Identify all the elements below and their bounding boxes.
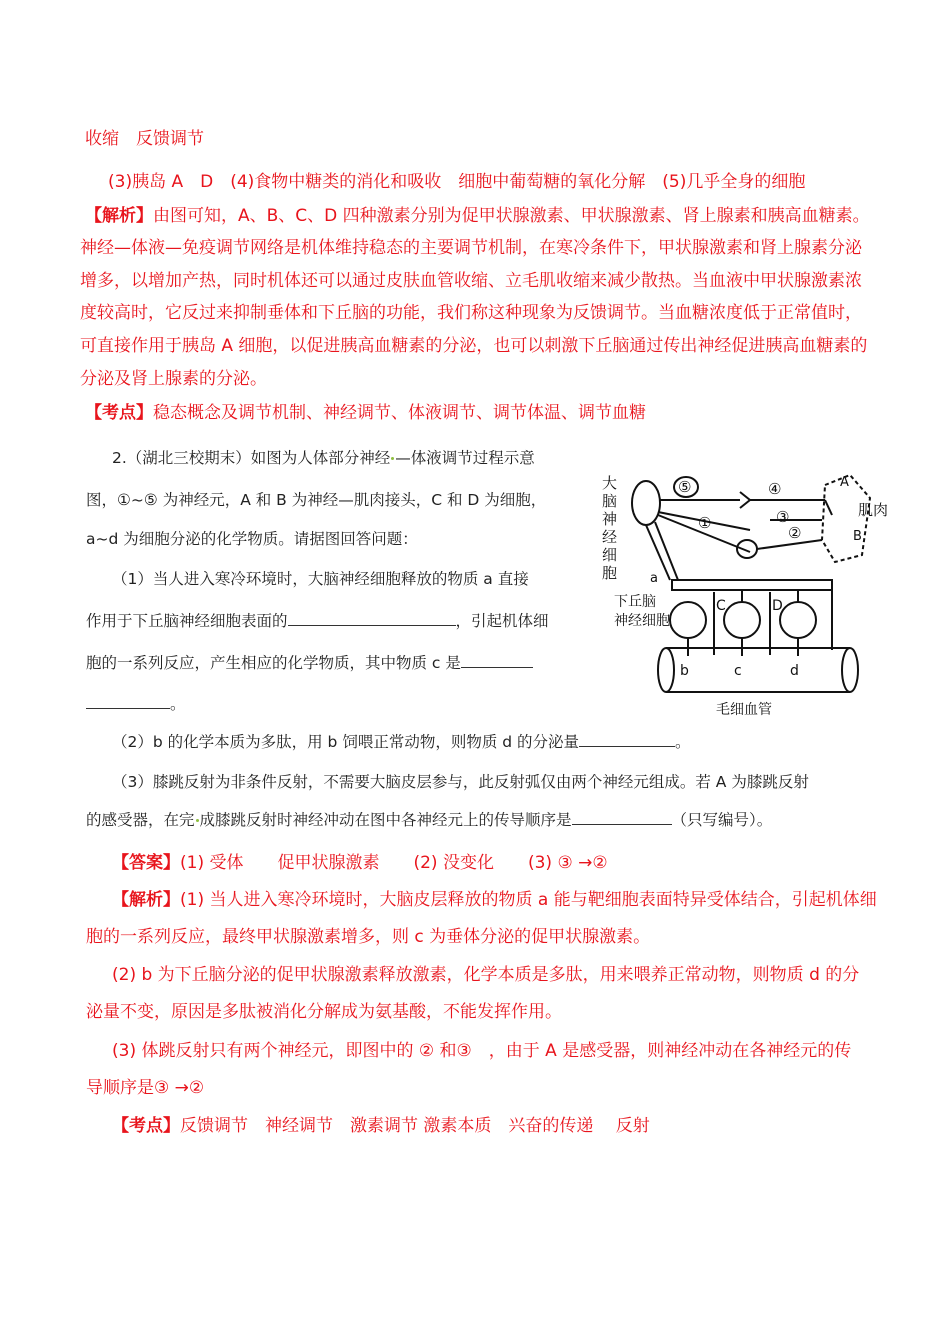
kaodian-tag: 【考点】	[85, 403, 153, 423]
letter-D: D	[772, 598, 783, 614]
answer2-a2-line1: (2) b 为下丘脑分泌的促甲状腺激素释放激素，化学本质是多肽，用来喂养正常动物，则物质 d 的分	[112, 965, 860, 985]
analysis-text: 由图可知，A、B、C、D 四种激素分别为促甲状腺激素、甲状腺激素、肾上腺素和胰高血糖素。	[153, 206, 870, 226]
neuron-label-1: ①	[698, 514, 712, 532]
brain-neuron	[632, 481, 660, 525]
answer2-a2-line2: 泌量不变，原因是多肽被消化分解成为氨基酸，不能发挥作用。	[86, 1002, 562, 1022]
q2-intro-a: 2.（湖北三校期末）如图为人体部分神经	[112, 449, 391, 467]
analysis-tag: 【解析】	[85, 206, 153, 226]
kaodian-tag: 【考点】	[112, 1116, 180, 1136]
muscle-label: 肌肉	[858, 501, 889, 519]
answer1-line2: (3)胰岛 A D (4)食物中糖类的消化和吸收 细胞中葡萄糖的氧化分解 (5)几乎全身的细胞	[108, 172, 806, 192]
q1-text-b: ，引起机体细	[455, 612, 549, 630]
hypothalamus-label-1: 神经细胞	[614, 613, 670, 629]
answer1-analysis-line5: 分泌及肾上腺素的分泌。	[80, 369, 267, 389]
cell-c	[724, 602, 760, 638]
cell-d	[780, 602, 816, 638]
hypothalamus-cell	[670, 602, 706, 638]
q2-sub1-line1: （1）当人进入寒冷环境时，大脑神经细胞释放的物质 a 直接	[112, 570, 529, 588]
analysis-tag: 【解析】	[112, 890, 180, 910]
answer1-analysis-line2: 增多，以增加产热，同时机体还可以通过皮肤血管收缩、立毛肌收缩来减少散热。当血液中甲状腺激素浓	[80, 271, 862, 291]
q3-text-a: 的感受器，在完	[86, 811, 195, 829]
answer1-analysis-line1: 神经—体液—免疫调节网络是机体维持稳态的主要调节机制，在寒冷条件下，甲状腺激素和肾上腺素分泌	[80, 238, 862, 258]
answer2-a1-line1	[112, 885, 877, 910]
a1-text: (1) 当人进入寒冷环境时，大脑皮层释放的物质 a 能与靶细胞表面特异受体结合，引起机体细	[180, 890, 877, 910]
answer-blank-3[interactable]	[86, 694, 170, 709]
answer-blank-5[interactable]	[572, 810, 672, 825]
q2-sub1-line4	[86, 692, 186, 714]
q2-text: （2）b 的化学本质为多肽，用 b 饲喂正常动物，则物质 d 的分泌量	[112, 733, 580, 751]
answer-blank-1[interactable]	[288, 611, 456, 626]
q2-sub3-line2	[86, 808, 772, 830]
green-dot	[391, 457, 394, 460]
neuron-label-5: ⑤	[678, 478, 692, 496]
brain-label-4: 细	[602, 546, 618, 564]
kaodian-text: 稳态概念及调节机制、神经调节、体液调节、调节体温、调节血糖	[153, 403, 646, 423]
letter-C: C	[716, 598, 726, 614]
answer1-analysis-line3: 度较高时，它反过来抑制垂体和下丘脑的功能，我们称这种现象为反馈调节。当血糖浓度低于正常值时，	[80, 303, 862, 323]
q2-line3: a~d 为细胞分泌的化学物质。请据图回答问题：	[86, 530, 418, 548]
letter-c: c	[734, 663, 742, 679]
letter-b: b	[680, 663, 689, 679]
q2-sub3-line1: （3）膝跳反射为非条件反射，不需要大脑皮层参与，此反射弧仅由两个神经元组成。若 A 为膝跳反射	[112, 773, 809, 791]
answer2-a3-line1: (3) 体跳反射只有两个神经元，即图中的 ② 和③ ，由于 A 是感受器，则神经冲动在各神经元的传	[112, 1041, 852, 1061]
answer-tag: 【答案】	[112, 853, 180, 873]
letter-A: A	[840, 475, 849, 490]
q2-line2: 图，①~⑤ 为神经元，A 和 B 为神经—肌肉接头，C 和 D 为细胞，	[86, 491, 547, 509]
answer-blank-4[interactable]	[579, 732, 675, 747]
letter-d: d	[790, 663, 799, 679]
q3-text-c: （只写编号）。	[671, 811, 773, 829]
brain-label-2: 神	[602, 510, 618, 528]
answer-blank-2[interactable]	[461, 653, 533, 668]
brain-label-5: 胞	[602, 564, 618, 582]
capillary-label: 毛细血管	[716, 702, 772, 718]
q2-sub1-line2	[86, 609, 549, 631]
q1-text-a: 作用于下丘脑神经细胞表面的	[86, 612, 288, 630]
answer1-analysis-line0	[85, 201, 870, 226]
answer2-kaodian	[112, 1111, 650, 1136]
q2-end: 。	[675, 733, 691, 751]
green-dot	[196, 819, 199, 822]
q2-intro-b: —体液调节过程示意	[395, 449, 535, 467]
answer1-analysis-line4: 可直接作用于胰岛 A 细胞，以促进胰高血糖素的分泌，也可以刺激下丘脑通过传出神经促进胰高血糖素的	[80, 336, 868, 356]
brain-label-1: 脑	[602, 492, 618, 510]
letter-a: a	[650, 571, 658, 586]
answer1-line1: 收缩 反馈调节	[85, 129, 204, 149]
brain-label-3: 经	[602, 528, 618, 546]
q3-text-b: 成膝跳反射时神经冲动在图中各神经元上的传导顺序是	[199, 811, 572, 829]
answer2-a3-line2: 导顺序是③ →②	[86, 1078, 205, 1098]
kaodian-text: 反馈调节 神经调节 激素调节 激素本质 兴奋的传递 反射	[180, 1116, 650, 1136]
answer2-answer	[112, 848, 608, 873]
neuro-humoral-diagram	[600, 470, 890, 720]
q2-sub1-line3	[86, 651, 533, 673]
q2-sub2	[112, 730, 691, 752]
neuron-label-4: ④	[768, 480, 782, 498]
q2-intro	[112, 446, 535, 468]
hypothalamus-label-0: 下丘脑	[614, 594, 656, 610]
letter-B: B	[853, 529, 862, 544]
neuron-label-2: ②	[788, 524, 802, 542]
answer1-kaodian	[85, 398, 646, 423]
q1-end: 。	[170, 695, 186, 713]
answer2-a1-line2: 胞的一系列反应，最终甲状腺激素增多，则 c 为垂体分泌的促甲状腺激素。	[86, 927, 651, 947]
q1-text-c: 胞的一系列反应，产生相应的化学物质，其中物质 c 是	[86, 654, 461, 672]
answer-text: (1) 受体 促甲状腺激素 (2) 没变化 (3) ③ →②	[180, 853, 608, 873]
neuron-label-3: ③	[776, 508, 790, 526]
brain-label-0: 大	[602, 474, 618, 492]
